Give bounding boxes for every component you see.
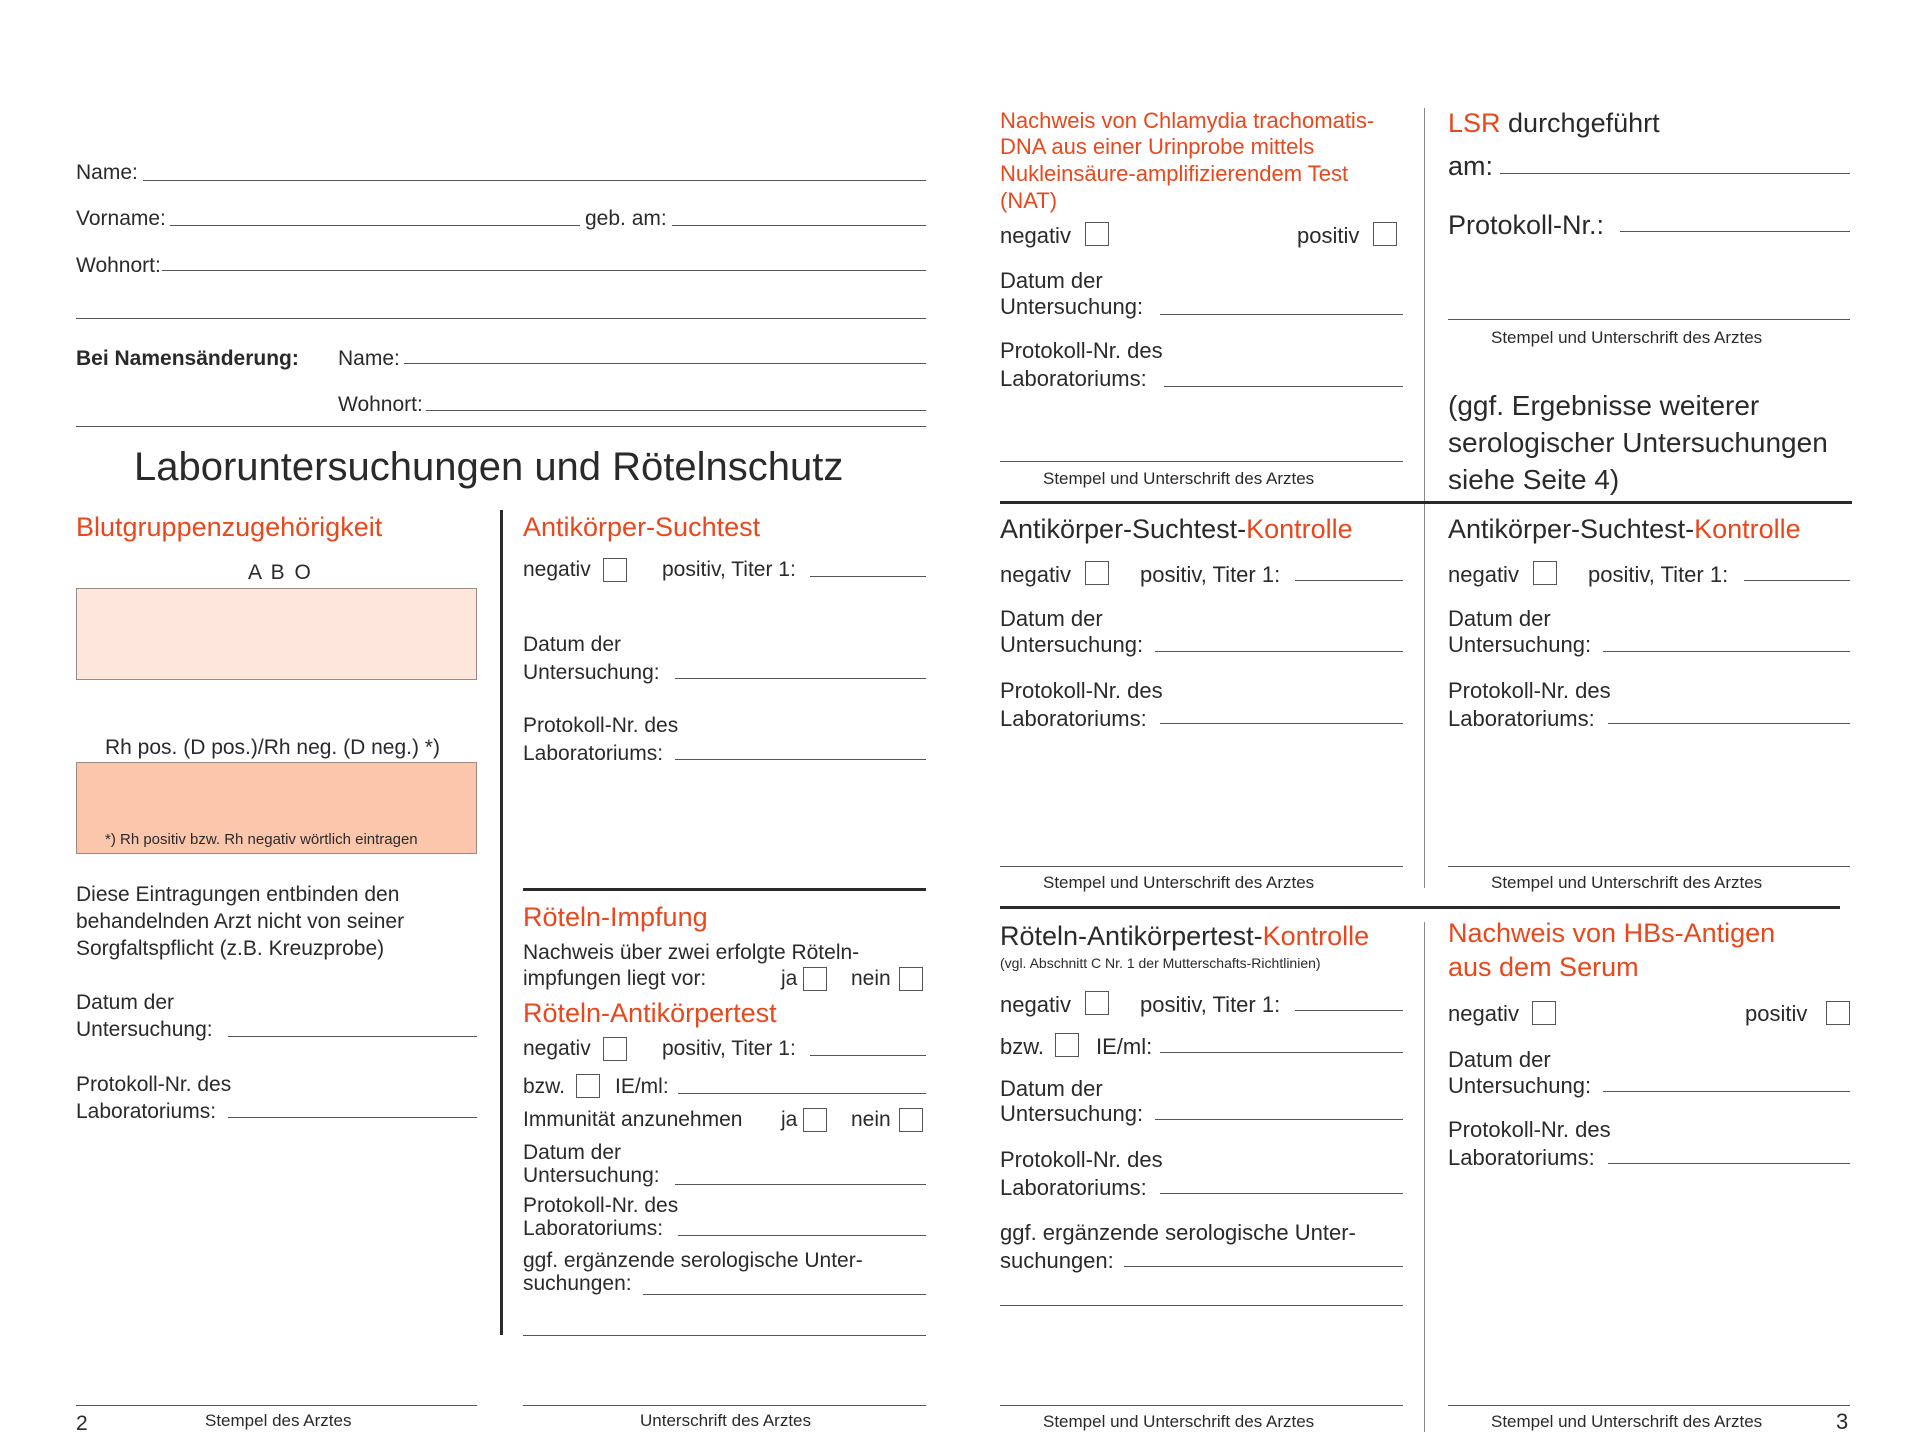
rubella-ab-datum-label-2: Untersuchung: <box>523 1164 660 1187</box>
page-title: Laboruntersuchungen und Rötelnschutz <box>134 445 844 489</box>
hbs-proto-label-2: Laboratoriums: <box>1448 1145 1595 1170</box>
lsr-note-line1: (ggf. Ergebnisse weiterer <box>1448 390 1760 421</box>
blood-datum-label-2: Untersuchung: <box>76 1018 213 1041</box>
blood-datum-label: Datum der <box>76 991 175 1014</box>
namechange-name-label: Name: <box>338 347 400 370</box>
rubella-ab-datum-label: Datum der <box>523 1141 622 1164</box>
chlamydia-datum-label-2: Untersuchung: <box>1000 294 1144 319</box>
ab-control-1-proto-label-2: Laboratoriums: <box>1000 706 1147 731</box>
rubella-control-ggf-field-2[interactable] <box>1000 1305 1403 1306</box>
rubella-vacc-ja-checkbox[interactable] <box>803 967 827 991</box>
ab-control-1-title-black: Antikörper-Suchtest- <box>1000 514 1247 544</box>
chlamydia-proto-label: Protokoll-Nr. des <box>1000 338 1163 363</box>
wohnort-field-2[interactable] <box>76 318 926 319</box>
geb-label: geb. am: <box>585 207 667 230</box>
ab-control-1-title-red: Kontrolle <box>1246 514 1353 544</box>
chlamydia-title-line3: Nukleinsäure-amplifizierendem Test <box>1000 161 1349 186</box>
chlamydia-title-line1: Nachweis von Chlamydia trachomatis- <box>1000 108 1375 133</box>
lsr-note-line2: serologischer Untersuchungen <box>1448 427 1828 458</box>
hbs-title-line2: aus dem Serum <box>1448 952 1639 982</box>
rubella-control-proto-field[interactable] <box>1160 1193 1403 1194</box>
rubella-vacc-title: Röteln-Impfung <box>523 902 708 932</box>
antibody-titer-field[interactable] <box>810 576 926 577</box>
hbs-stamp-label: Stempel und Unterschrift des Arztes <box>1491 1412 1763 1431</box>
rubella-ab-title: Röteln-Antikörpertest <box>523 998 777 1028</box>
ab-control-1-datum-field[interactable] <box>1155 651 1403 652</box>
rubella-ab-proto-field[interactable] <box>678 1235 926 1236</box>
chlamydia-title-line4: (NAT) <box>1000 188 1058 213</box>
ab-control-1-positiv-label: positiv, Titer 1: <box>1140 562 1281 587</box>
rubella-control-titer-field[interactable] <box>1295 1010 1403 1011</box>
rubella-vacc-line2: impfungen liegt vor: <box>523 967 707 990</box>
antibody-negativ-label: negativ <box>523 558 591 581</box>
blood-note-line1: Diese Eintragungen entbinden den <box>76 883 400 906</box>
vorname-field[interactable] <box>170 225 580 226</box>
rubella-signature-line <box>523 1405 926 1406</box>
rubella-ab-nein-checkbox[interactable] <box>899 1108 923 1132</box>
header-divider <box>76 426 926 427</box>
ab-control-2-datum-label-2: Untersuchung: <box>1448 632 1592 657</box>
rubella-control-title <box>1000 921 1369 952</box>
rubella-ab-proto-label: Protokoll-Nr. des <box>523 1194 679 1217</box>
rubella-control-title-red: Kontrolle <box>1262 921 1370 951</box>
chlamydia-positiv-checkbox[interactable] <box>1373 222 1397 246</box>
antibody-datum-label: Datum der <box>523 633 622 656</box>
rubella-ab-ggf-field-2[interactable] <box>523 1335 926 1336</box>
ab-control-2-stamp-label: Stempel und Unterschrift des Arztes <box>1491 873 1763 892</box>
rubella-control-proto-label-2: Laboratoriums: <box>1000 1175 1147 1200</box>
antibody-proto-label: Protokoll-Nr. des <box>523 714 679 737</box>
chlamydia-stamp-label: Stempel und Unterschrift des Arztes <box>1043 469 1315 488</box>
lsr-note-line3: siehe Seite 4) <box>1448 464 1620 495</box>
blood-note-line3: Sorgfaltspflicht (z.B. Kreuzprobe) <box>76 937 385 960</box>
rubella-ab-proto-label-2: Laboratoriums: <box>523 1217 664 1240</box>
rubella-ab-nein-label: nein <box>851 1108 891 1131</box>
rubella-control-subtitle: (vgl. Abschnitt C Nr. 1 der Mutterschafts-Richtlinien) <box>1000 955 1321 971</box>
chlamydia-proto-field[interactable] <box>1164 386 1403 387</box>
rubella-ab-ggf-label: ggf. ergänzende serologische Unter- <box>523 1249 863 1272</box>
ab-control-2-title-black: Antikörper-Suchtest- <box>1448 514 1695 544</box>
ab-control-2-negativ-checkbox[interactable] <box>1533 561 1557 585</box>
hbs-title-line1: Nachweis von HBs-Antigen <box>1448 918 1776 948</box>
lsr-title-red: LSR <box>1448 108 1501 138</box>
namechange-wohnort-label: Wohnort: <box>338 393 423 416</box>
antibody-title: Antikörper-Suchtest <box>523 512 761 542</box>
lsr-am-field[interactable] <box>1500 173 1850 174</box>
left-column-divider <box>500 510 503 1335</box>
wohnort-field[interactable] <box>162 270 926 271</box>
rubella-control-ieml-label: IE/ml: <box>1096 1034 1153 1059</box>
hbs-proto-field[interactable] <box>1608 1163 1850 1164</box>
rubella-ab-positiv-label: positiv, Titer 1: <box>662 1037 796 1060</box>
rubella-control-proto-label: Protokoll-Nr. des <box>1000 1147 1163 1172</box>
right-column-divider-bottom <box>1424 922 1425 1432</box>
blood-note-line2: behandelnden Arzt nicht von seiner <box>76 910 405 933</box>
rubella-ab-titer-field[interactable] <box>810 1055 926 1056</box>
ab-control-1-datum-label-2: Untersuchung: <box>1000 632 1144 657</box>
right-column-divider-top <box>1424 108 1425 888</box>
rh-footnote: *) Rh positiv bzw. Rh negativ wörtlich eintragen <box>105 831 418 848</box>
page-number-left: 2 <box>76 1412 88 1435</box>
rubella-control-ieml-field[interactable] <box>1160 1052 1403 1053</box>
antibody-datum-field[interactable] <box>675 678 926 679</box>
lsr-title-rest: durchgeführt <box>1500 108 1660 138</box>
right-top-divider <box>1000 501 1852 504</box>
ab-control-1-proto-label: Protokoll-Nr. des <box>1000 678 1163 703</box>
rubella-control-ggf-field[interactable] <box>1124 1266 1403 1267</box>
geb-field[interactable] <box>672 225 926 226</box>
name-label: Name: <box>76 161 138 184</box>
rubella-control-title-black: Röteln-Antikörpertest- <box>1000 921 1263 951</box>
rubella-control-datum-label: Datum der <box>1000 1076 1103 1101</box>
rubella-control-positiv-label: positiv, Titer 1: <box>1140 992 1281 1017</box>
rubella-ab-negativ-checkbox[interactable] <box>603 1037 627 1061</box>
ab-control-1-title <box>1000 514 1353 545</box>
rubella-divider <box>523 888 926 891</box>
rubella-ab-ieml-checkbox[interactable] <box>576 1074 600 1098</box>
rubella-ab-ggf-label-2: suchungen: <box>523 1272 632 1295</box>
rubella-control-ggf-label: ggf. ergänzende serologische Unter- <box>1000 1220 1356 1245</box>
blood-proto-label: Protokoll-Nr. des <box>76 1073 232 1096</box>
rubella-ab-ja-checkbox[interactable] <box>803 1108 827 1132</box>
ab-control-2-title-red: Kontrolle <box>1694 514 1801 544</box>
blood-datum-field[interactable] <box>228 1036 477 1037</box>
blood-proto-label-2: Laboratoriums: <box>76 1100 217 1123</box>
ab-control-1-datum-label: Datum der <box>1000 606 1103 631</box>
rubella-ab-bzw-label: bzw. <box>523 1075 566 1098</box>
ab-control-1-negativ-checkbox[interactable] <box>1085 561 1109 585</box>
rubella-ab-datum-field[interactable] <box>675 1184 926 1185</box>
ab-control-1-stamp-line <box>1000 866 1403 867</box>
rubella-ab-ieml-label: IE/ml: <box>615 1075 669 1098</box>
rubella-ab-ja-label: ja <box>781 1108 798 1131</box>
rubella-control-ieml-checkbox[interactable] <box>1055 1033 1079 1057</box>
rubella-ab-immun-label: Immunität anzunehmen <box>523 1108 743 1131</box>
antibody-positiv-label: positiv, Titer 1: <box>662 558 796 581</box>
vorname-label: Vorname: <box>76 207 166 230</box>
lsr-title <box>1448 108 1660 139</box>
ab-control-2-proto-field[interactable] <box>1608 723 1850 724</box>
lsr-protokoll-label: Protokoll-Nr.: <box>1448 210 1605 240</box>
blood-title: Blutgruppenzugehörigkeit <box>76 512 383 542</box>
abo-entry-box[interactable] <box>76 588 477 680</box>
ab-control-2-title <box>1448 514 1801 545</box>
ab-control-2-datum-label: Datum der <box>1448 606 1551 631</box>
chlamydia-title-line2: DNA aus einer Urinprobe mittels <box>1000 134 1315 159</box>
rubella-vacc-ja-label: ja <box>781 967 798 990</box>
ab-control-2-stamp-line <box>1448 866 1850 867</box>
ab-control-1-proto-field[interactable] <box>1160 723 1403 724</box>
right-middle-divider <box>1000 906 1840 909</box>
lsr-protokoll-field[interactable] <box>1620 231 1850 232</box>
chlamydia-positiv-label: positiv <box>1297 223 1360 248</box>
chlamydia-negativ-checkbox[interactable] <box>1085 222 1109 246</box>
rubella-control-negativ-checkbox[interactable] <box>1085 991 1109 1015</box>
wohnort-label: Wohnort: <box>76 254 161 277</box>
rubella-signature-label: Unterschrift des Arztes <box>640 1411 812 1430</box>
rubella-vacc-nein-label: nein <box>851 967 891 990</box>
chlamydia-datum-field[interactable] <box>1160 314 1403 315</box>
lsr-stamp-line <box>1448 319 1850 320</box>
rubella-control-datum-label-2: Untersuchung: <box>1000 1101 1144 1126</box>
ab-control-1-stamp-label: Stempel und Unterschrift des Arztes <box>1043 873 1315 892</box>
chlamydia-stamp-line <box>1000 461 1403 462</box>
rh-label: Rh pos. (D pos.)/Rh neg. (D neg.) *) <box>105 736 440 759</box>
antibody-proto-field[interactable] <box>675 759 926 760</box>
ab-control-1-negativ-label: negativ <box>1000 562 1071 587</box>
rubella-vacc-nein-checkbox[interactable] <box>899 967 923 991</box>
ab-control-2-proto-label: Protokoll-Nr. des <box>1448 678 1611 703</box>
ab-control-2-proto-label-2: Laboratoriums: <box>1448 706 1595 731</box>
hbs-negativ-label: negativ <box>1448 1001 1519 1026</box>
rubella-ab-ieml-field[interactable] <box>678 1093 926 1094</box>
rubella-ab-ggf-field[interactable] <box>643 1294 926 1295</box>
name-field[interactable] <box>143 180 926 181</box>
blood-proto-field[interactable] <box>228 1117 477 1118</box>
chlamydia-proto-label-2: Laboratoriums: <box>1000 366 1147 391</box>
hbs-datum-label-2: Untersuchung: <box>1448 1073 1592 1098</box>
hbs-datum-field[interactable] <box>1603 1091 1850 1092</box>
ab-control-1-titer-field[interactable] <box>1295 580 1403 581</box>
lsr-stamp-label: Stempel und Unterschrift des Arztes <box>1491 328 1763 347</box>
blood-stamp-label: Stempel des Arztes <box>205 1411 352 1430</box>
ab-control-2-datum-field[interactable] <box>1603 651 1850 652</box>
chlamydia-datum-label: Datum der <box>1000 268 1103 293</box>
ab-control-2-negativ-label: negativ <box>1448 562 1519 587</box>
hbs-datum-label: Datum der <box>1448 1047 1551 1072</box>
hbs-stamp-line <box>1448 1405 1850 1406</box>
antibody-negativ-checkbox[interactable] <box>603 558 627 582</box>
page-number-right: 3 <box>1836 1409 1849 1434</box>
rubella-control-negativ-label: negativ <box>1000 992 1071 1017</box>
rubella-vacc-line1: Nachweis über zwei erfolgte Röteln- <box>523 941 860 964</box>
hbs-proto-label: Protokoll-Nr. des <box>1448 1117 1611 1142</box>
namechange-wohnort-field[interactable] <box>426 410 926 411</box>
antibody-datum-label-2: Untersuchung: <box>523 661 660 684</box>
rubella-control-stamp-label: Stempel und Unterschrift des Arztes <box>1043 1412 1315 1431</box>
lsr-am-label: am: <box>1448 151 1494 181</box>
namechange-label: Bei Namensänderung: <box>76 347 299 370</box>
rubella-control-datum-field[interactable] <box>1155 1119 1403 1120</box>
namechange-name-field[interactable] <box>404 363 926 364</box>
chlamydia-negativ-label: negativ <box>1000 223 1071 248</box>
antibody-proto-label-2: Laboratoriums: <box>523 742 664 765</box>
rubella-control-bzw-label: bzw. <box>1000 1034 1045 1059</box>
abo-label: A B O <box>248 561 313 584</box>
ab-control-2-positiv-label: positiv, Titer 1: <box>1588 562 1729 587</box>
rh-entry-box[interactable] <box>76 762 477 854</box>
hbs-negativ-checkbox[interactable] <box>1532 1001 1556 1025</box>
hbs-positiv-checkbox[interactable] <box>1826 1001 1850 1025</box>
blood-stamp-line <box>76 1405 477 1406</box>
ab-control-2-titer-field[interactable] <box>1744 580 1850 581</box>
rubella-control-stamp-line <box>1000 1405 1403 1406</box>
hbs-positiv-label: positiv <box>1745 1001 1808 1026</box>
rubella-control-ggf-label-2: suchungen: <box>1000 1248 1114 1273</box>
rubella-ab-negativ-label: negativ <box>523 1037 591 1060</box>
